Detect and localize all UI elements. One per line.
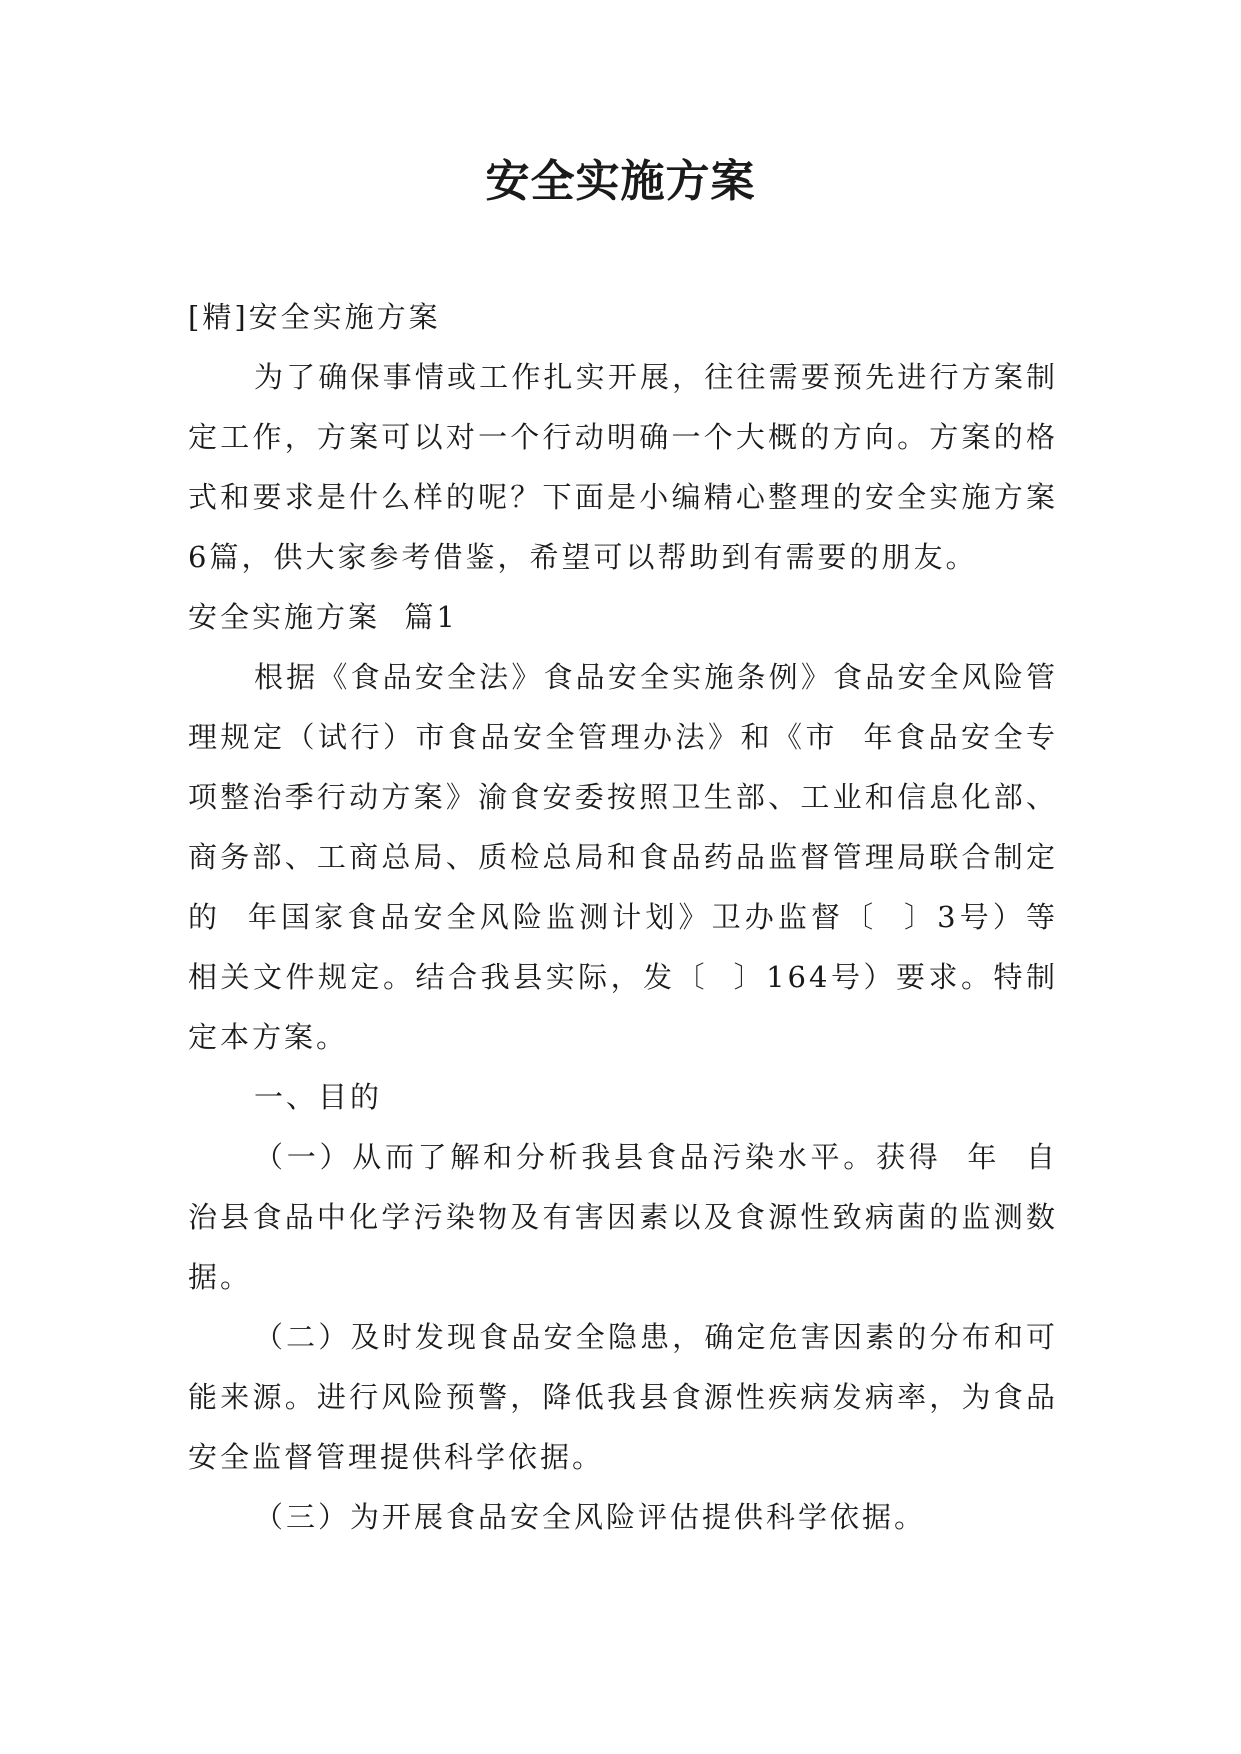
intro-paragraph: 为了确保事情或工作扎实开展，往往需要预先进行方案制定工作，方案可以对一个行动明确一个大概的方向。方案的格式和要求是什么样的呢？下面是小编精心整理的安全实施方案6篇，供大家参考借鉴，希望可以帮助到有需要的朋友。: [188, 360, 1058, 574]
section-heading: 安全实施方案 篇1: [188, 600, 458, 634]
purpose-item-1: （一）从而了解和分析我县食品污染水平。获得 年 自治县食品中化学污染物及有害因素以及食源性致病菌的监测数据。: [188, 1140, 1058, 1294]
purpose-heading: 一、目的: [254, 1080, 383, 1114]
basis-paragraph: 根据《食品安全法》食品安全实施条例》食品安全风险管理规定（试行）市食品安全管理办法》和《市 年食品安全专项整治季行动方案》渝食安委按照卫生部、工业和信息化部、商务部、工商总局、质检总局和食品药品监督管理局联合制定的 年国家食品安全风险监测计划》卫办监督〔 〕3号）等相关文件规定。结合我县实际，发〔 〕164号）要求。特制定本方案。: [188, 660, 1058, 1054]
document-title: 安全实施方案: [485, 156, 756, 207]
purpose-item-3: （三）为开展食品安全风险评估提供科学依据。: [254, 1500, 927, 1534]
document-body: [188, 287, 1058, 1547]
document-subtitle: [精]安全实施方案: [188, 300, 441, 334]
purpose-item-2: （二）及时发现食品安全隐患，确定危害因素的分布和可能来源。进行风险预警，降低我县食源性疾病发病率，为食品安全监督管理提供科学依据。: [188, 1320, 1058, 1474]
